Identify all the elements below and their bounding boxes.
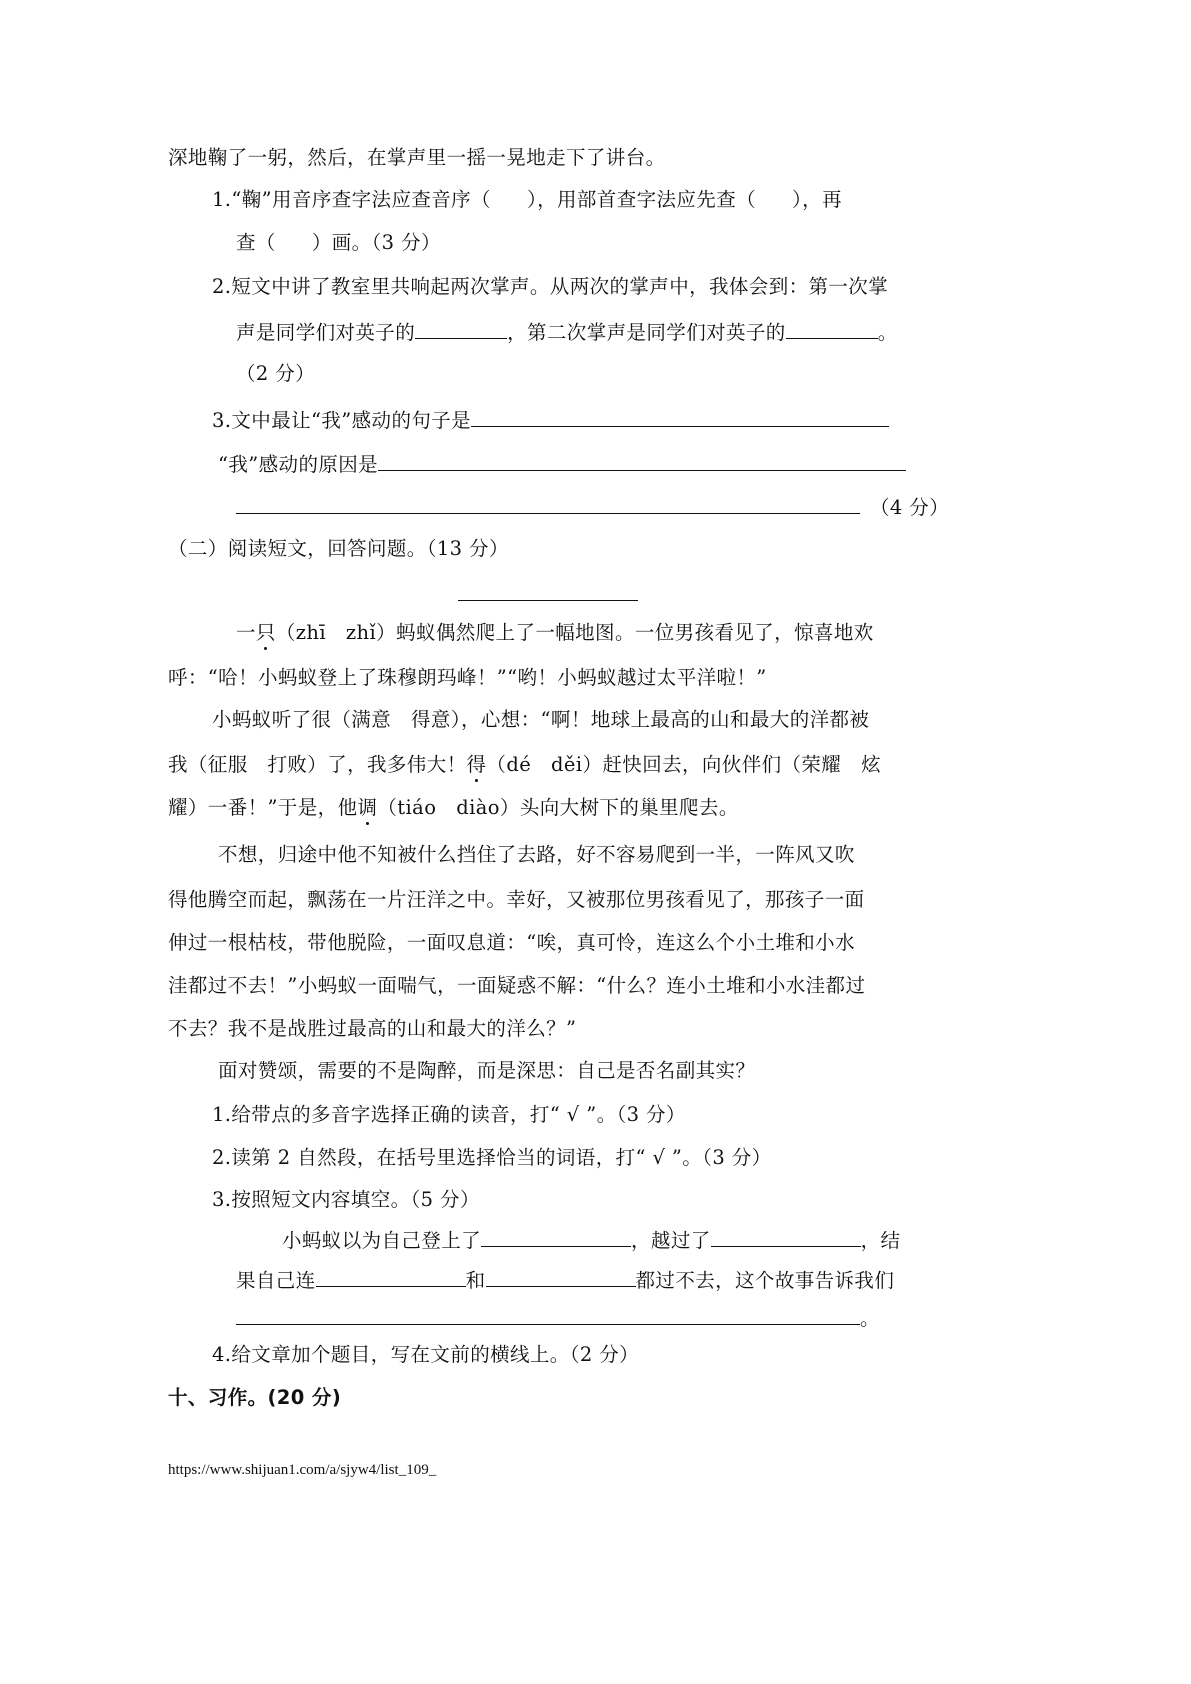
- reading-question-2: 2.读第 2 自然段，在括号里选择恰当的词语，打“ √ ”。（3 分）: [212, 1146, 772, 1169]
- passage-tail: 深地鞠了一躬，然后，在掌声里一摇一晃地走下了讲台。: [168, 146, 666, 169]
- reading-question-1: 1.给带点的多音字选择正确的读音，打“ √ ”。（3 分）: [212, 1103, 686, 1126]
- answer-blank[interactable]: [236, 1304, 860, 1325]
- dotted-character: 得: [466, 753, 487, 776]
- section-heading: （二）阅读短文，回答问题。（13 分）: [168, 537, 509, 560]
- answer-blank[interactable]: [236, 493, 860, 514]
- reading-question-3-fill-l1: 小蚂蚁以为自己登上了 ，越过了 ，结: [282, 1226, 900, 1254]
- question-2-score: （2 分）: [236, 362, 316, 385]
- passage-p3-l2: 得他腾空而起，飘荡在一片汪洋之中。幸好，又被那位男孩看见了，那孩子一面: [168, 888, 865, 911]
- question-2-cont: 声是同学们对英子的 ，第二次掌声是同学们对英子的 。: [236, 318, 898, 346]
- question-2: 2.短文中讲了教室里共响起两次掌声。从两次的掌声中，我体会到：第一次掌: [212, 275, 889, 298]
- passage-p3-l4: 洼都过不去！”小蚂蚁一面喘气，一面疑惑不解：“什么？连小土堆和小水洼都过: [168, 974, 866, 997]
- passage-p2-l2: 我（征服 打败）了，我多伟大！得（dé děi）赶快回去，向伙伴们（荣耀 炫: [168, 753, 882, 776]
- passage-p3-l3: 伸过一根枯枝，带他脱险，一面叹息道：“唉，真可怜，连这么个小土堆和小水: [168, 931, 855, 954]
- dotted-character: 调: [357, 796, 378, 819]
- passage-p1-l1: 一只（zhī zhǐ）蚂蚁偶然爬上了一幅地图。一位男孩看见了，惊喜地欢: [236, 621, 874, 644]
- reading-question-3-fill-l2: 果自己连 和 都过不去，这个故事告诉我们: [236, 1266, 894, 1294]
- reading-question-3-fill-l3: 。: [236, 1304, 880, 1332]
- answer-blank[interactable]: [378, 450, 906, 471]
- reading-question-4: 4.给文章加个题目，写在文前的横线上。（2 分）: [212, 1343, 640, 1366]
- passage-p1-l2: 呼：“哈！小蚂蚁登上了珠穆朗玛峰！”“哟！小蚂蚁越过太平洋啦！”: [168, 666, 767, 689]
- passage-p2-l3: 耀）一番！”于是，他调（tiáo diào）头向大树下的巢里爬去。: [168, 796, 739, 819]
- title-blank[interactable]: [458, 600, 638, 601]
- answer-blank[interactable]: [711, 1226, 861, 1247]
- passage-p3-l5: 不去？我不是战胜过最高的山和最大的洋么？”: [168, 1017, 577, 1040]
- question-3: 3.文中最让“我”感动的句子是: [212, 406, 889, 434]
- answer-blank[interactable]: [471, 406, 889, 427]
- answer-blank[interactable]: [486, 1266, 636, 1287]
- answer-blank[interactable]: [415, 318, 507, 339]
- footer-url[interactable]: https://www.shijuan1.com/a/sjyw4/list_109_: [168, 1462, 437, 1478]
- answer-blank[interactable]: [316, 1266, 466, 1287]
- passage-p4: 面对赞颂，需要的不是陶醉，而是深思：自己是否名副其实？: [218, 1059, 756, 1082]
- question-1-cont: 查（ ）画。（3 分）: [236, 231, 441, 254]
- answer-blank[interactable]: [786, 318, 878, 339]
- answer-blank[interactable]: [481, 1226, 631, 1247]
- reading-question-3: 3.按照短文内容填空。（5 分）: [212, 1188, 480, 1211]
- section-heading-composition: 十、习作。(20 分): [168, 1386, 342, 1409]
- question-1: 1.“鞠”用音序查字法应查音序（ ），用部首查字法应先查（ ），再: [212, 188, 842, 211]
- question-3-reason: “我”感动的原因是: [218, 450, 906, 478]
- question-3-cont: （4 分）: [236, 493, 949, 521]
- passage-p2-l1: 小蚂蚁听了很（满意 得意），心想：“啊！地球上最高的山和最大的洋都被: [212, 708, 870, 731]
- passage-p3-l1: 不想，归途中他不知被什么挡住了去路，好不容易爬到一半，一阵风又吹: [218, 843, 855, 866]
- dotted-character: 只: [255, 621, 276, 644]
